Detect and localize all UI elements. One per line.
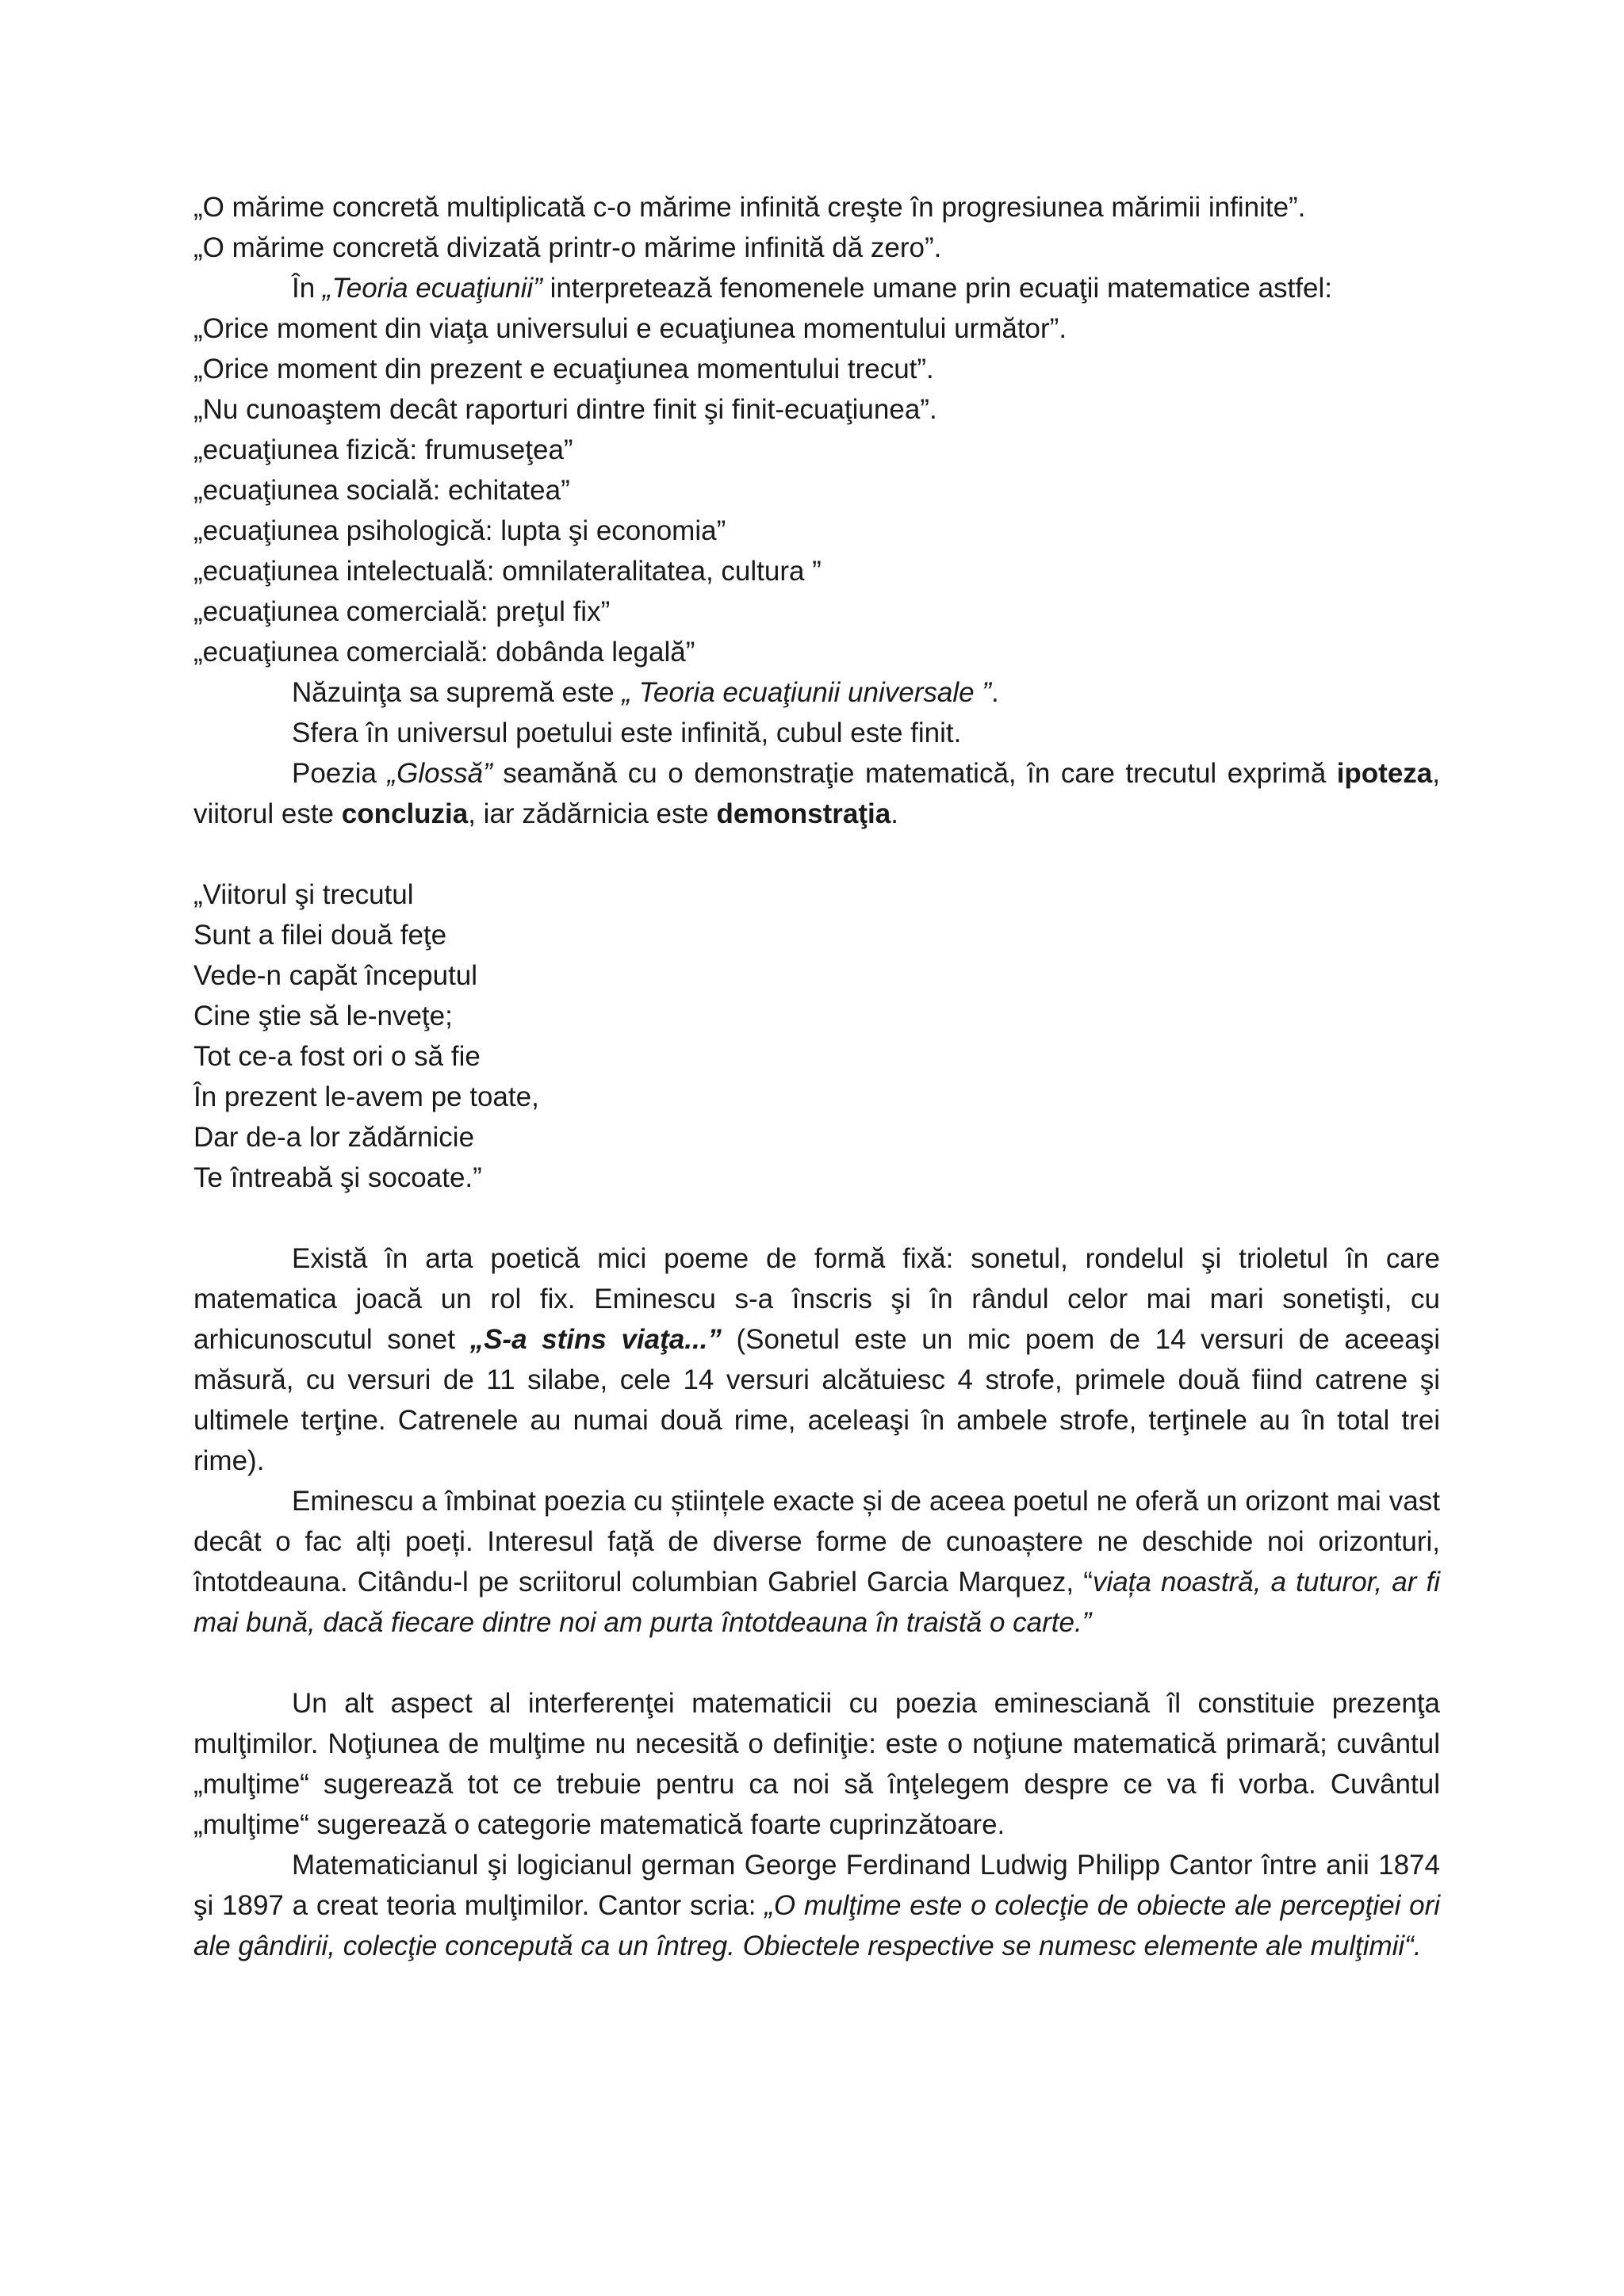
- equation-line: „ecuaţiunea comercială: dobânda legală”: [193, 637, 695, 668]
- poem-verse: Tot ce-a fost ori o să fie: [193, 1041, 481, 1072]
- paragraph-cantor: Matematicianul şi logicianul german George Ferdinand Ludwig Philipp Cantor între anii 1874 şi 1897 a creat teoria mulţimilor. Cantor scria: „O mulţime este o colecţie de obiecte ale percepţiei ori ale gândirii, colecţie concepută ca un întreg. Obiectele respective se numesc elemente ale mulţimii“.: [193, 1850, 1441, 1961]
- italic-title: „Teoria ecuaţiunii”: [322, 273, 542, 304]
- poem-verse: Te întreabă şi socoate.”: [193, 1162, 482, 1193]
- bold-term: ipoteza: [1336, 758, 1433, 789]
- document-page: [193, 187, 1440, 1966]
- equation-line: „ecuaţiunea intelectuală: omnilateralitatea, cultura ”: [193, 556, 822, 587]
- bold-term: demonstraţia: [716, 798, 891, 829]
- paragraph-sfera: Sfera în universul poetului este infinită, cubul este finit.: [292, 718, 962, 748]
- poem-verse: În prezent le-avem pe toate,: [193, 1081, 539, 1112]
- poem-verse: „Viitorul şi trecutul: [193, 879, 414, 910]
- paragraph-nazuinta: Năzuinţa sa supremă este „ Teoria ecuaţiunii universale ”.: [292, 677, 999, 708]
- equation-line: „ecuaţiunea socială: echitatea”: [193, 475, 570, 506]
- poem-glossa: [193, 874, 1440, 1198]
- paragraph-glossa: Poezia „Glossă” seamănă cu o demonstraţie matematică, în care trecutul exprimă ipoteza, viitorul este concluzia, iar zădărnicia este demonstraţia.: [193, 758, 1440, 829]
- quote-line: „Orice moment din viaţa universului e ecuaţiunea momentului următor”.: [193, 313, 1067, 344]
- poem-verse: Cine ştie să le-nveţe;: [193, 1001, 453, 1031]
- paragraph-teoria-ecuatiunii: În „Teoria ecuaţiunii” interpretează fenomenele umane prin ecuaţii matematice astfel:: [292, 273, 1332, 304]
- quote-line: „Orice moment din prezent e ecuaţiunea momentului trecut”.: [193, 354, 934, 385]
- italic-quote: viața noastră, a tuturor, ar fi mai bună, dacă fiecare dintre noi am purta întotdeauna în traistă o carte.”: [193, 1567, 1441, 1638]
- paragraph-sonet: Există în arta poetică mici poeme de formă fixă: sonetul, rondelul şi trioletul în care matematica joacă un rol fix. Eminescu s-a înscris şi în rândul celor mai mari sonetişti, cu arhicunoscutul sonet „S-a stins viaţa...” (Sonetul este un mic poem de 14 versuri de aceeaşi măsură, cu versuri de 11 silabe, cele 14 versuri alcătuiesc 4 strofe, primele două fiind catrene şi ultimele terţine. Catrenele au numai două rime, aceleaşi în ambele strofe, terţinele au în total trei rime).: [193, 1243, 1440, 1476]
- poem-verse: Sunt a filei două feţe: [193, 920, 447, 951]
- bold-italic-title: „S-a stins viaţa...”: [469, 1324, 722, 1355]
- spacer: [193, 1643, 1440, 1683]
- quote-line: „O mărime concretă divizată printr-o mărime infinită dă zero”.: [193, 232, 942, 263]
- equation-line: „ecuaţiunea fizică: frumuseţea”: [193, 434, 573, 465]
- equation-line: „ecuaţiunea comercială: preţul fix”: [193, 596, 611, 627]
- quote-line: „Nu cunoaştem decât raporturi dintre finit şi finit-ecuaţiunea”.: [193, 394, 937, 425]
- poem-verse: Dar de-a lor zădărnicie: [193, 1122, 475, 1153]
- paragraph-marquez: Eminescu a îmbinat poezia cu științele exacte și de aceea poetul ne oferă un orizont mai vast decât o fac alți poeți. Interesul față de diverse forme de cunoaștere ne deschide noi orizonturi, întotdeauna. Citându-l pe scriitorul columbian Gabriel Garcia Marquez, “viața noastră, a tuturor, ar fi mai bună, dacă fiecare dintre noi am purta întotdeauna în traistă o carte.”: [193, 1486, 1441, 1638]
- spacer: [193, 1198, 1440, 1238]
- bold-term: concluzia: [341, 798, 469, 829]
- italic-title: „Glossă”: [387, 758, 492, 789]
- paragraph-multimi: Un alt aspect al interferenţei matematicii cu poezia eminesciană îl constituie prezenţa mulţimilor. Noţiunea de mulţime nu necesită o definiţie: este o noţiune matematică primară; cuvântul „mulţime“ sugerează tot ce trebuie pentru ca noi să înţelegem despre ce va fi vorba. Cuvântul „mulţime“ sugerează o categorie matematică foarte cuprinzătoare.: [193, 1688, 1440, 1840]
- equation-line: „ecuaţiunea psihologică: lupta şi economia”: [193, 515, 726, 546]
- italic-title: „ Teoria ecuaţiunii universale ”: [622, 677, 991, 708]
- quote-line: „O mărime concretă multiplicată c-o mărime infinită creşte în progresiunea mărimii infinite”.: [193, 192, 1306, 223]
- poem-verse: Vede-n capăt începutul: [193, 960, 478, 991]
- italic-quote: „O mulţime este o colecţie de obiecte ale percepţiei ori ale gândirii, colecţie concepută ca un întreg. Obiectele respective se numesc elemente ale mulţimii“.: [193, 1890, 1441, 1961]
- spacer: [193, 834, 1440, 874]
